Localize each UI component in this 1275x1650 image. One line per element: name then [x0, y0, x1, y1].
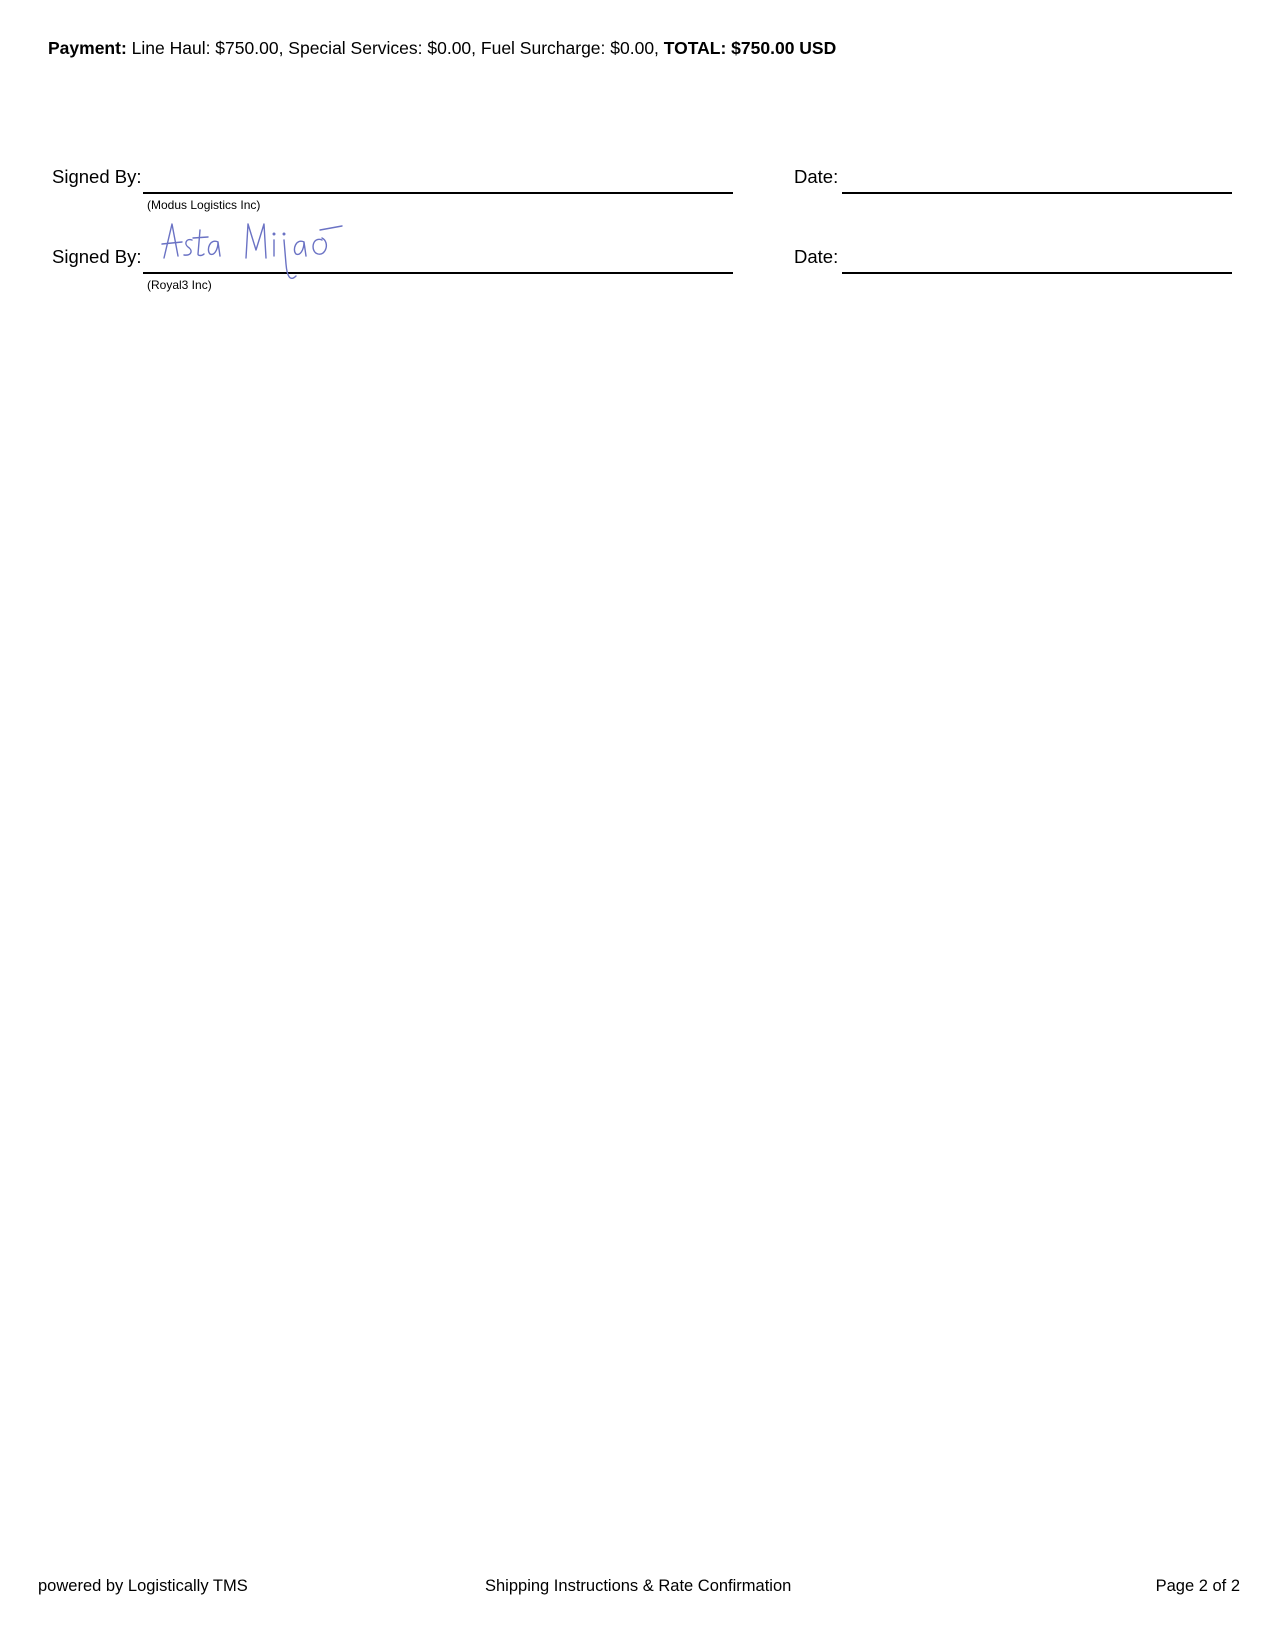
signature-line[interactable]	[143, 192, 733, 194]
signed-by-label: Signed By:	[52, 166, 142, 187]
date-line[interactable]	[842, 192, 1232, 194]
footer-powered-by: powered by Logistically TMS	[38, 1577, 248, 1595]
payment-total: TOTAL: $750.00 USD	[663, 38, 837, 58]
date-line[interactable]	[842, 272, 1232, 274]
payment-label: Payment:	[48, 38, 127, 58]
handwritten-signature	[160, 218, 360, 298]
date-label: Date:	[794, 166, 839, 187]
footer-page-number: Page 2 of 2	[1155, 1577, 1240, 1595]
payment-summary	[48, 38, 836, 59]
date-label: Date:	[794, 246, 839, 267]
signature-row-shipper	[0, 166, 1275, 212]
signer-company: (Modus Logistics Inc)	[147, 198, 261, 212]
signed-by-label: Signed By:	[52, 246, 142, 267]
signer-company: (Royal3 Inc)	[147, 278, 212, 292]
footer-document-title: Shipping Instructions & Rate Confirmation	[485, 1577, 792, 1595]
payment-details: Line Haul: $750.00, Special Services: $0.00, Fuel Surcharge: $0.00,	[126, 38, 664, 58]
